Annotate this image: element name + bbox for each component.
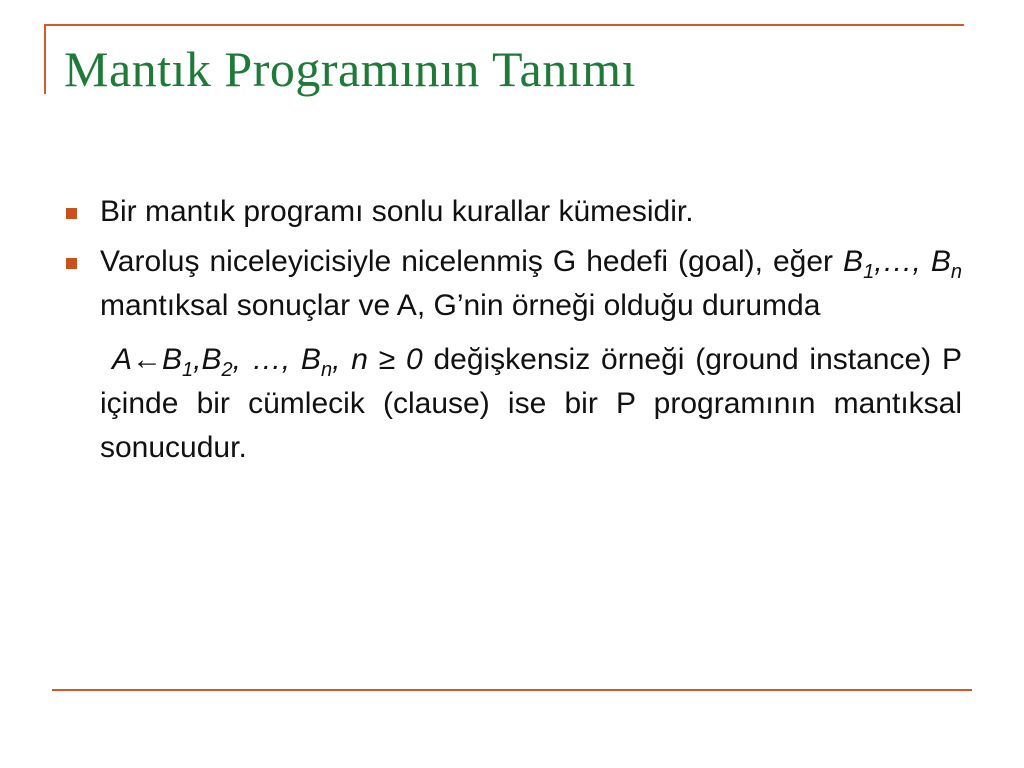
frame-bottom-line (52, 689, 972, 691)
frame-left-line (44, 24, 46, 94)
slide-content (62, 190, 962, 470)
bullet-text-2a: Varoluş niceleyicisiyle nicelenmiş G hedefi (goal), eğer (100, 245, 844, 278)
bullet-item-1 (62, 190, 962, 234)
square-bullet-icon (66, 258, 77, 269)
bullet-item-2 (62, 240, 962, 470)
formula-expression: $A\leftarrow B_1,B_2$, …, $B_n$, n ≥ 0 (112, 343, 423, 381)
formula-paragraph-rest: değişkensiz örneği (ground instance) P içinde bir cümlecik (clause) ise bir P programının mantıksal sonucudur. (100, 343, 962, 464)
var-b1: $B_1,\dots$, $B_n$ (843, 245, 962, 283)
bullet-text-1: Bir mantık programı sonlu kurallar kümesidir. (100, 195, 694, 228)
square-bullet-icon (66, 208, 77, 219)
formula-paragraph (100, 338, 962, 470)
slide-title: Mantık Programının Tanımı (64, 41, 636, 97)
bullet-text-2b: mantıksal sonuçlar ve A, G’nin örneği olduğu durumda (100, 289, 821, 322)
frame-top-line (44, 24, 964, 26)
